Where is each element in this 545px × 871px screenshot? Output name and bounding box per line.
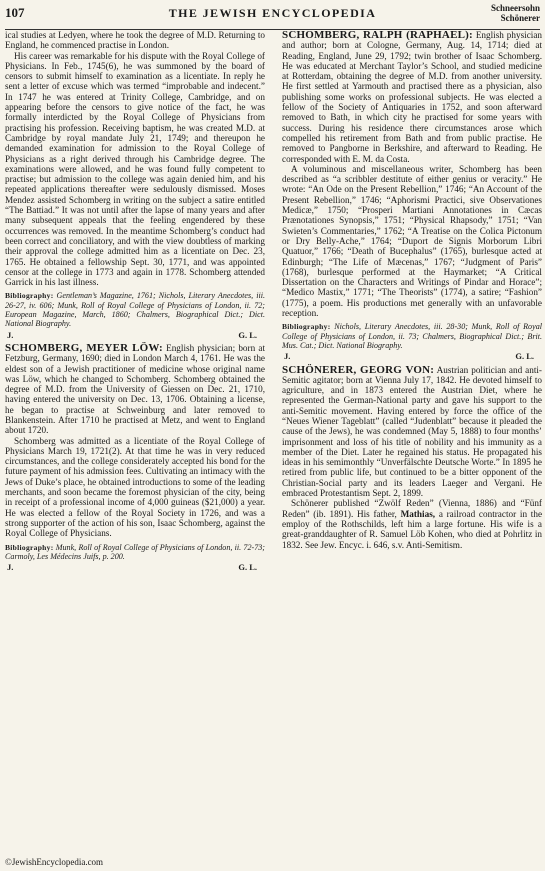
person-name: Mathias, xyxy=(400,508,436,519)
signature-initial: J. xyxy=(7,329,14,340)
entry-text: English physician; born at Fetzburg, Germany, 1690; died in London March 4, 1761. He was the eldest son of a Jewish practitioner of medicine whose original name was Löw, which he changed to Schomberg. Schomberg obtained the degree of M.D. from the University of Giessen on Dec. 21, 1710, having entered the university on Dec. 13, 1706. Obtaining a license, he began to practise at Schweinburg and later removed to Blankenstein. After 1710 he practised at Metz, and went to England about 1720. xyxy=(5,342,266,436)
bibliography xyxy=(5,291,265,328)
author-signature xyxy=(5,330,265,340)
bibliography-label: Bibliography: xyxy=(5,542,54,552)
paragraph: ical studies at Ledyen, where he took the degree of M.D. Returning to England, he commenced practise in London. xyxy=(5,30,265,51)
paragraph-text: Schönerer published “Zwölf Reden” (Vienna, 1886) and “Fünf Reden” (ib. 1891). His father, xyxy=(282,498,542,519)
entry-ralph xyxy=(282,30,542,164)
paragraph: His career was remarkable for his dispute with the Royal College of Physicians. In Feb., 1745(6), he was summoned by the board of censors to submit himself to examination as a licentiate. In reply he sent a letter of excuse which was termed “improbable and indecent.” In 1747 he was entered at Trinity College, Cambridge, and on appearing before the censors to give notice of the fact, he was formally interdicted by the Royal College of Physicians from practising his profession. Receiving baptism, he was created M.D. at Cambridge by royal mandate July 21, 1749; and thereupon he demanded examination for admission to the Royal College of Physicians as a right derived through his Cambridge degree. The examinations were allowed, and he was found fully competent to practise; but admission to the college was again denied him, and his repeated applications thereafter were sedulously dismissed. Moses Mendez assisted Schomberg in writing on the subject a satire entitled “The Battiad.” It was not until after the lapse of many years and after many subsequent appeals that the feeling engendered by these occurrences was removed. In the meantime Schomberg’s conduct had been correct and conciliatory, and with the view doubtless of marking their approval the college admitted him as a licentiate on Dec. 23, 1765. He obtained a fellowship Sept. 30, 1771, and was appointed censor at the college in 1773 and again in 1778. Schomberg attended Garrick in his last illness. xyxy=(5,50,265,288)
entry-text: English physician and author; born at Cologne, Germany, Aug. 14, 1714; died at Reading, England, June 29, 1792; twin brother of Isaac Schomberg. He was educated at Merchant Taylor’s School, and studied medicine at Rotterdam, obtaining the degree of M.D. from another university. He first settled at Yarmouth and practised there as a physician, also publishing some works on professional subjects. He was elected a fellow of the Society of Antiquaries in 1752, and soon afterward removed to Bath, in which city he practised for some years with success. During his residence there circumstances arose which compelled his retirement from Bath and from public practise. He removed to Pangborne in Berkshire, and afterward to Reading. He corresponded with E. M. da Costa. xyxy=(282,30,543,164)
right-column xyxy=(282,30,542,550)
guide-word-last: Schönerer xyxy=(500,13,540,23)
bibliography-label: Bibliography: xyxy=(282,322,331,332)
bibliography-label: Bibliography: xyxy=(5,291,54,301)
entry-georg xyxy=(282,365,542,499)
bibliography-text: Nichols, Literary Anecdotes, iii. 28-30; Munk, Roll of Royal College of Physicians of London, ii. 73; Chalmers, Biographical Dict.; Brit. Mus. Cat.; Dict. National Biography. xyxy=(282,322,542,350)
bibliography-text: Gentleman’s Magazine, 1761; Nichols, Literary Anecdotes, iii. 26-27, iv. 606; Munk, Roll of Royal College of Physicians of London, ii. 72; European Magazine, March, 1860; Chalmers, Biographical Dict.; Dict. National Biography. xyxy=(5,291,265,329)
running-title: THE JEWISH ENCYCLOPEDIA xyxy=(168,6,377,20)
signature-initial: J. xyxy=(284,351,291,362)
bibliography-text: Munk, Roll of Royal College of Physicians of London, ii. 72-73; Carmoly, Les Médecins Juifs, p. 200. xyxy=(5,542,265,561)
signature-author: G. L. xyxy=(515,351,534,362)
entry-title: SCHOMBERG, MEYER LÖW: xyxy=(5,341,163,354)
paragraph: A voluminous and miscellaneous writer, Schomberg has been described as “a scribbler destitute of either genius or veracity.” He wrote: “An Ode on the Present Rebellion,” 1746; “An Account of the Present Rebellion,” 1746; “Aphorismi Practici, sive Observationes Medicæ,” 1750; “Prosperi Martiani Annotationes in Cæcas Prænotationes Synopsis,” 1751; “Physical Rhapsody,” 1751; “Van Swieten’s Commentaries,” 1762; “A Treatise on the Colica Pictonum or Dry Belly-Ache,” 1764; “Duport de Signis Morborum Libri Quatuor,” 1766; “Death of Bucephalus” (1765), burlesque acted at Edinburgh; “The Life of Mæcenas,” 1767; “Judgment of Paris” (1768), burlesque performed at the Haymarket; “A Critical Dissertation on the Characters and Writings of Pindar and Horace”; “Medico Mastix,” 1771; “The Theorists” (1774), a satire; “Fashion” (1775), a poem. His productions met generally with an unfavorable reception. xyxy=(282,163,542,319)
guide-word-first: Schneersohn xyxy=(490,3,540,13)
paragraph: Schomberg was admitted as a licentiate of the Royal College of Physicians March 19, 1721(2). At that time he was in very reduced circumstances, and the college considerately accepted his bond for the future payment of his admission fees. Cultivating an intimacy with the Jews of Duke’s place, he obtained introductions to some of the leading merchants, and soon became the foremost physician of the city, being in receipt of a professional income of 4,000 guineas ($21,000) a year. He was elected a fellow of the Royal Society in 1726, and was a strong supporter of the action of his son, Isaac Schomberg, against the Royal College of Physicians. xyxy=(5,435,265,539)
copyright-footer: ©JewishEncyclopedia.com xyxy=(5,857,104,867)
guide-words xyxy=(491,3,540,23)
author-signature xyxy=(5,562,265,572)
bibliography xyxy=(5,543,265,562)
bibliography xyxy=(282,322,542,350)
author-signature xyxy=(282,351,542,361)
entry-title: SCHOMBERG, RALPH (RAPHAEL): xyxy=(282,29,473,41)
paragraph-text: a railroad contractor in the employ of the Rothschilds, left him a large fortune. His wife is a great-granddaughter of R. Samuel Löb Kohen, who died at Pohrlitz in 1832. See Jew. Encyc. i. 646, s.v. Anti-Semitism. xyxy=(282,508,543,550)
signature-initial: J. xyxy=(7,562,14,573)
paragraph xyxy=(282,498,542,549)
signature-author: G. L. xyxy=(238,562,257,573)
page-number: 107 xyxy=(5,5,25,20)
entry-title: SCHÖNERER, GEORG VON: xyxy=(282,363,435,376)
page-header xyxy=(5,3,540,30)
entry-text: Austrian politician and anti-Semitic agitator; born at Vienna July 17, 1842. He devoted himself to agriculture, and in 1873 entered the Austrian Diet, where he represented the German-National party and gave his support to the anti-Semitic movement. Having entered by force the office of the “Neues Wiener Tageblatt” (called “Judenblatt” because it pleaded the cause of the Jews), he was condemned (May 5, 1888) to four months’ imprisonment and loss of his title of nobility and his immunity as a member of the Diet. Later he regained his status. He propagated his ideas in his semimonthly “Unverfälschte Deutsche Worte.” In 1895 he retired from public life, but continued to be a bitter opponent of the Christian-Social party and its leaders Laeger and Vergani. He embraced Protestantism Sept. 2, 1899. xyxy=(282,364,542,499)
entry-meyer xyxy=(5,343,265,436)
left-column xyxy=(5,30,265,572)
signature-author: G. L. xyxy=(238,329,257,340)
